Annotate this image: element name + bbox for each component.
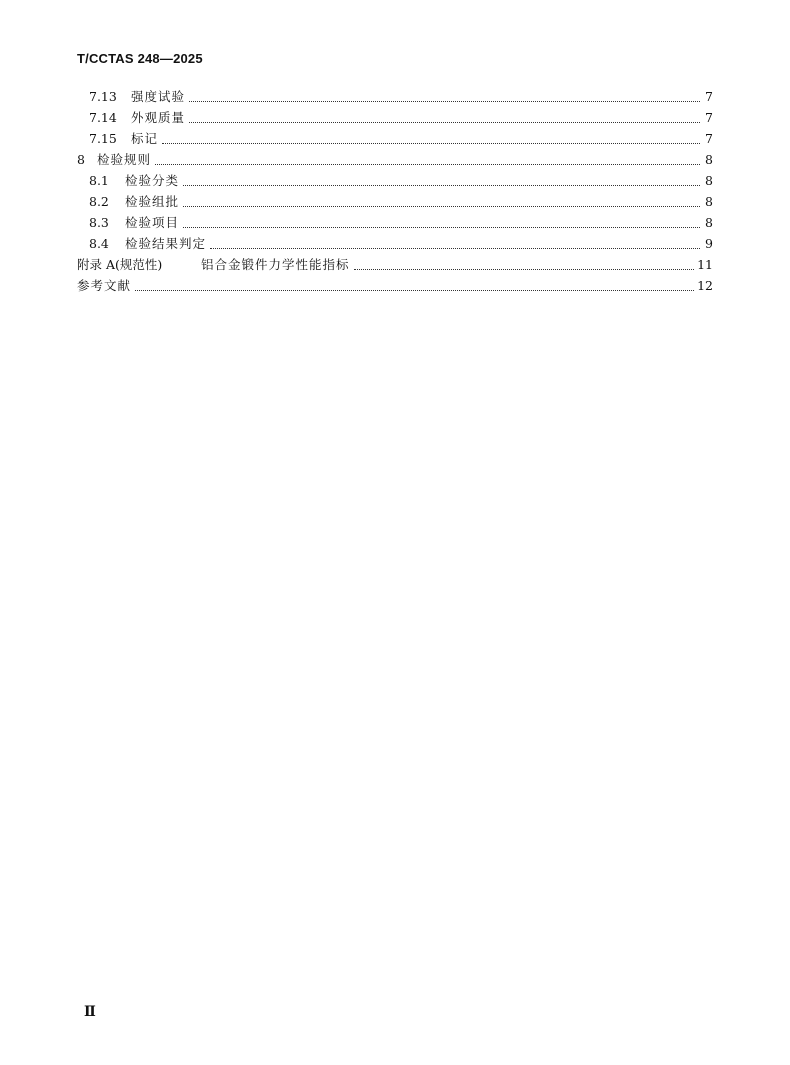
toc-entry[interactable] — [89, 171, 713, 191]
toc-entry-number: 8.3 — [89, 215, 109, 230]
toc-entry-page: 8 — [705, 215, 713, 230]
toc-entry-title: 检验结果判定 — [125, 236, 207, 251]
toc-entry-number: 8.2 — [89, 194, 109, 209]
toc-entry[interactable] — [89, 234, 713, 254]
toc-entry-number: 7.13 — [89, 89, 117, 104]
toc-entry-title: 检验项目 — [125, 215, 180, 230]
toc-entry-number: 7.14 — [89, 110, 117, 125]
toc-leader-dots — [183, 227, 700, 228]
toc-entry[interactable] — [77, 276, 713, 296]
toc-entry-page: 8 — [705, 194, 713, 209]
toc-entry-title: 强度试验 — [131, 89, 186, 104]
toc-entry-page: 8 — [705, 152, 713, 167]
toc-entry-number: 7.15 — [89, 131, 117, 146]
toc-entry[interactable] — [89, 87, 713, 107]
toc-entry-page: 8 — [705, 173, 713, 188]
toc-leader-dots — [189, 101, 700, 102]
toc-entry-number: 附录 A(规范性) — [77, 257, 163, 272]
toc-leader-dots — [155, 164, 700, 165]
toc-entry-number: 8 — [77, 152, 85, 167]
toc-entry-number: 8.4 — [89, 236, 109, 251]
toc-leader-dots — [183, 185, 700, 186]
toc-leader-dots — [162, 143, 700, 144]
toc-entry-page: 12 — [697, 278, 713, 293]
toc-entry-page: 7 — [705, 89, 713, 104]
toc-entry-title: 检验组批 — [125, 194, 180, 209]
toc-entry-number: 8.1 — [89, 173, 109, 188]
toc-entry-title: 检验规则 — [97, 152, 152, 167]
toc-leader-dots — [135, 290, 694, 291]
toc-entry-title: 铝合金锻件力学性能指标 — [201, 257, 350, 272]
toc-entry[interactable] — [89, 192, 713, 212]
toc-entry-title: 标记 — [131, 131, 159, 146]
toc-entry-title: 外观质量 — [131, 110, 186, 125]
toc-entry[interactable] — [77, 255, 713, 275]
toc-entry-page: 7 — [705, 110, 713, 125]
toc-entry-number: 参考文献 — [77, 278, 132, 293]
toc-entry[interactable] — [77, 150, 713, 170]
toc-leader-dots — [183, 206, 700, 207]
toc-leader-dots — [210, 248, 700, 249]
toc-entry-page: 7 — [705, 131, 713, 146]
document-id-header: T/CCTAS 248—2025 — [77, 51, 203, 66]
toc-entry[interactable] — [89, 129, 713, 149]
toc-leader-dots — [189, 122, 700, 123]
toc-entry[interactable] — [89, 108, 713, 128]
toc-entry-title: 检验分类 — [125, 173, 180, 188]
toc-leader-dots — [354, 269, 695, 270]
toc-entry-page: 9 — [705, 236, 713, 251]
page-number: Ⅱ — [84, 1004, 96, 1020]
toc-entry[interactable] — [89, 213, 713, 233]
toc-entry-page: 11 — [697, 257, 713, 272]
